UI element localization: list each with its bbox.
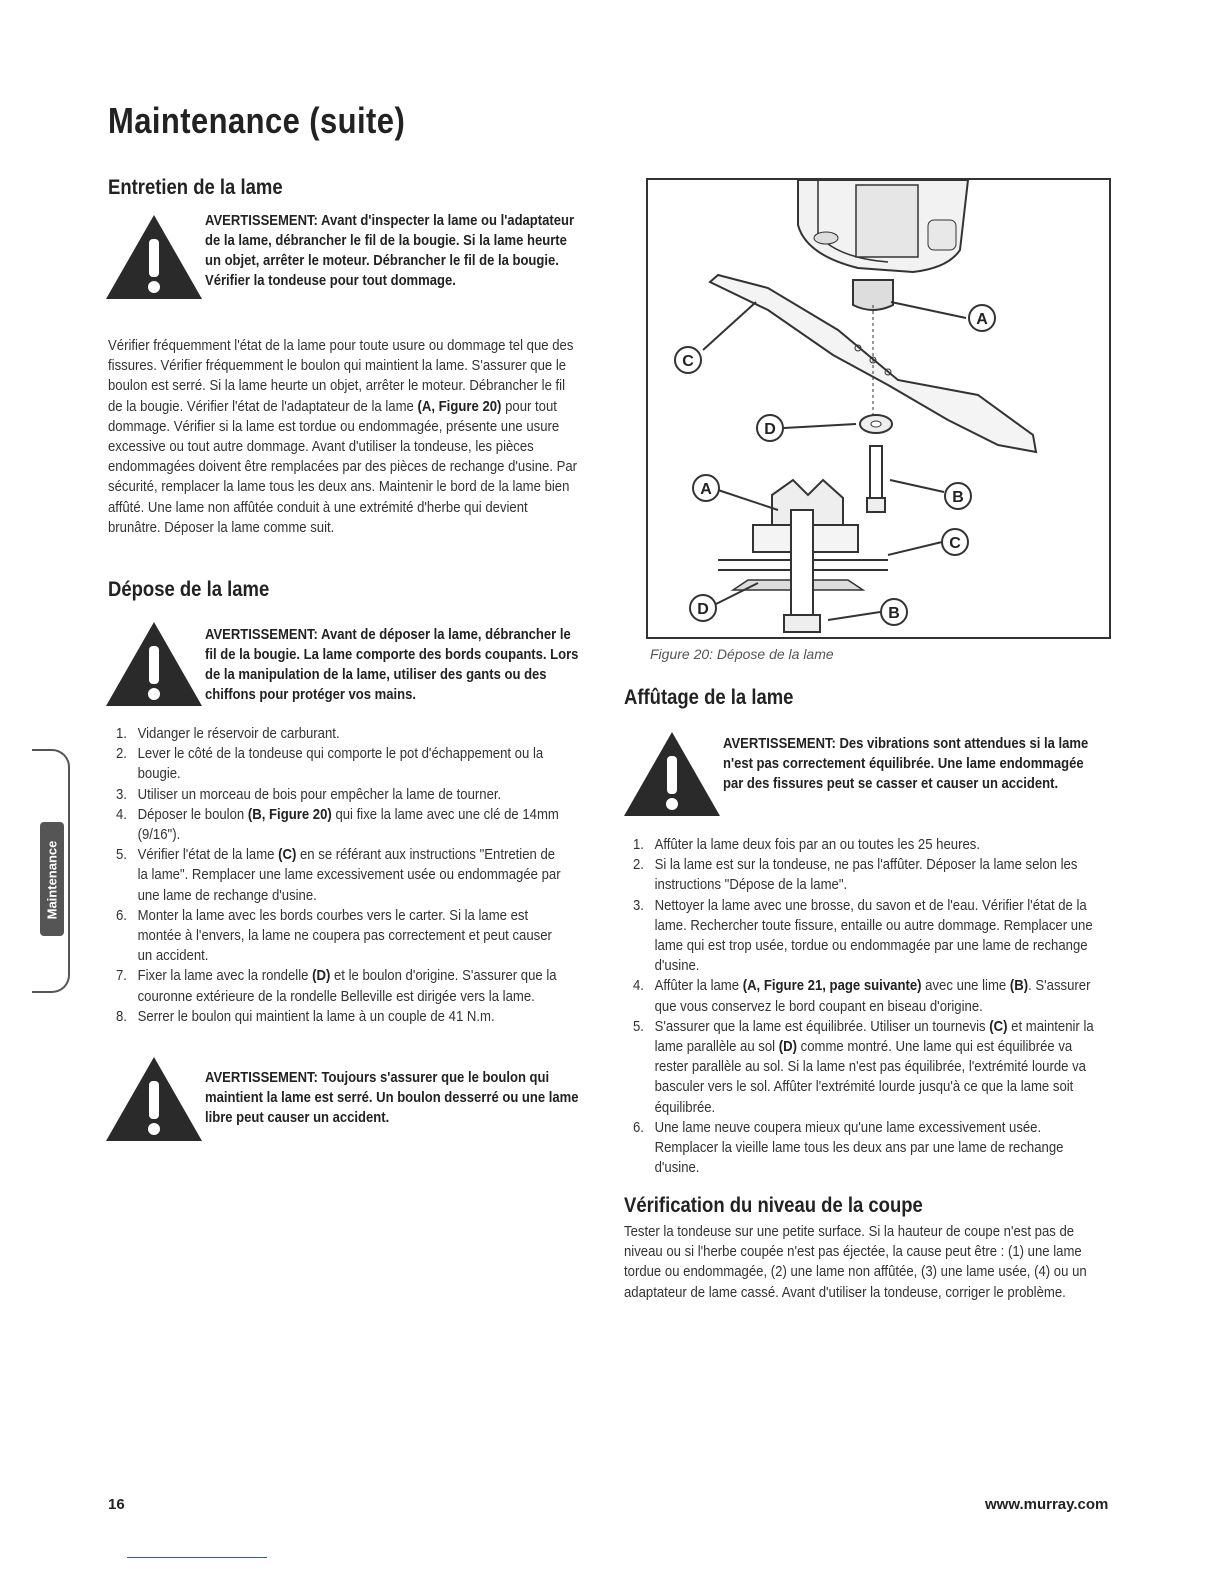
figure-caption: Figure 20: Dépose de la lame	[650, 646, 834, 662]
list-item: 4. Affûter la lame (A, Figure 21, page suivante) avec une lime (B). S'assurer que vous conservez le bord coupant en biseau d'origine.	[633, 978, 1091, 1015]
page-number: 16	[108, 1496, 125, 1513]
section-heading-blade-removal: Dépose de la lame	[108, 578, 270, 601]
list-item: 7. Fixer la lame avec la rondelle (D) et le boulon d'origine. S'assurer que la couronne extérieure de la rondelle Belleville est dirigée vers la lame.	[116, 968, 557, 1005]
callout-c: C	[682, 353, 694, 370]
callout-c: C	[949, 535, 961, 552]
section-heading-cut-level: Vérification du niveau de la coupe	[624, 1194, 923, 1217]
warning-text: AVERTISSEMENT: Toujours s'assurer que le boulon qui maintient la lame est serré. Un boulon desserré ou une lame libre peut causer un accident.	[205, 1070, 579, 1126]
callout-a: A	[976, 311, 988, 328]
warning-text: AVERTISSEMENT: Des vibrations sont attendues si la lame n'est pas correctement équilibrée. Une lame endommagée par des fissures peut se casser et causer un accident.	[723, 736, 1089, 792]
removal-steps	[116, 724, 566, 1027]
warning-text: AVERTISSEMENT: Avant de déposer la lame, débrancher le fil de la bougie. La lame comporte des bords coupants. Lors de la manipulation de la lame, utiliser des gants ou des chiffons pour protéger vos mains.	[205, 627, 579, 703]
blade-removal-illustration	[648, 180, 1109, 637]
callout-b: B	[952, 489, 964, 506]
list-item: 3. Nettoyer la lame avec une brosse, du savon et de l'eau. Vérifier l'état de la lame. Rechercher toute fissure, entaille ou autre dommage. Remplacer une lame qui est trop usée, tordue ou endommagée par une lame de rechange d'usine.	[633, 897, 1093, 975]
paragraph-cut-level: Tester la tondeuse sur une petite surface. Si la hauteur de coupe n'est pas de niveau ou si l'herbe coupée n'est pas éjectée, la cause peut être : (1) une lame tordue ou endommagée, (2) une lame non affûtée, (3) une lame usée, (4) ou un adaptateur de lame cassé. Avant d'utiliser la tondeuse, corriger le problème.	[624, 1224, 1087, 1301]
warning-icon	[104, 1055, 204, 1143]
section-heading-blade-care: Entretien de la lame	[108, 176, 283, 199]
list-item: 1. Affûter la lame deux fois par an ou toutes les 25 heures.	[633, 837, 981, 853]
figure-20	[646, 178, 1111, 639]
list-item: 3. Utiliser un morceau de bois pour empêcher la lame de tourner.	[116, 786, 502, 803]
page-title: Maintenance (suite)	[108, 100, 406, 141]
list-item: 1. Vidanger le réservoir de carburant.	[116, 726, 340, 742]
list-item: 4. Déposer le boulon (B, Figure 20) qui fixe la lame avec une clé de 14mm (9/16").	[116, 806, 559, 844]
warning-icon	[622, 730, 722, 818]
side-tab-label: Maintenance	[44, 840, 60, 920]
list-item: 2. Si la lame est sur la tondeuse, ne pas l'affûter. Déposer la lame selon les instructions "Dépose de la lame".	[633, 857, 1078, 894]
callout-d: D	[697, 601, 709, 618]
list-item: 6. Monter la lame avec les bords courbes vers le carter. Si la lame est montée à l'envers, la lame ne coupera pas correctement et peut causer un accident.	[116, 907, 552, 965]
list-item: 2. Lever le côté de la tondeuse qui comporte le pot d'échappement ou la bougie.	[116, 746, 544, 783]
callout-d: D	[764, 421, 776, 438]
list-item: 6. Une lame neuve coupera mieux qu'une lame excessivement usée. Remplacer la vieille lame tous les deux ans par une lame de rechange d'usine.	[633, 1119, 1064, 1177]
footer-website: www.murray.com	[985, 1496, 1109, 1513]
footer-rule	[127, 1557, 267, 1558]
sharpening-steps	[633, 835, 1103, 1178]
paragraph-blade-care: Vérifier fréquemment l'état de la lame pour toute usure ou dommage tel que des fissures. Vérifier fréquemment le boulon qui maintient la lame. S'assurer que le boulon est serré. Si la lame heurte un objet, arrêter le moteur. Débrancher le fil de la bougie. Vérifier l'état de l'adaptateur de la lame (A, Figure 20) pour tout dommage. Vérifier si la lame est tordue ou endommagée, présente une usure excessive ou tout autre dommage. Avant d'utiliser la tondeuse, les pièces endommagées doivent être remplacées par des pièces de rechange d'usine. Par sécurité, remplacer la lame tous les deux ans. Maintenir le bord de la lame bien affûté. Une lame non affûtée conduit à une extrémité d'herbe qui devient brunâtre. Déposer la lame comme suit.	[108, 338, 578, 536]
callout-b: B	[888, 605, 900, 622]
section-heading-sharpening: Affûtage de la lame	[624, 686, 794, 709]
warning-text: AVERTISSEMENT: Avant d'inspecter la lame ou l'adaptateur de la lame, débrancher le fil de la bougie. Si la lame heurte un objet, arrêter le moteur. Débrancher le fil de la bougie. Vérifier la tondeuse pour tout dommage.	[205, 213, 575, 289]
warning-icon	[104, 213, 204, 301]
warning-icon	[104, 620, 204, 708]
list-item: 5. S'assurer que la lame est équilibrée. Utiliser un tournevis (C) et maintenir la lame parallèle au sol (D) comme montré. Une lame qui est équilibrée va rester parallèle au sol. Si la lame n'est pas équilibrée, l'extrémité lourde va basculer vers le sol. Affûter l'extrémité lourde jusqu'à ce que la lame soit équilibrée.	[633, 1018, 1094, 1116]
list-item: 5. Vérifier l'état de la lame (C) en se référant aux instructions "Entretien de la lame". Remplacer une lame excessivement usée ou endommagée par une lame de rechange d'usine.	[116, 847, 561, 904]
list-item: 8. Serrer le boulon qui maintient la lame à un couple de 41 N.m.	[116, 1008, 495, 1025]
callout-a: A	[700, 481, 712, 498]
